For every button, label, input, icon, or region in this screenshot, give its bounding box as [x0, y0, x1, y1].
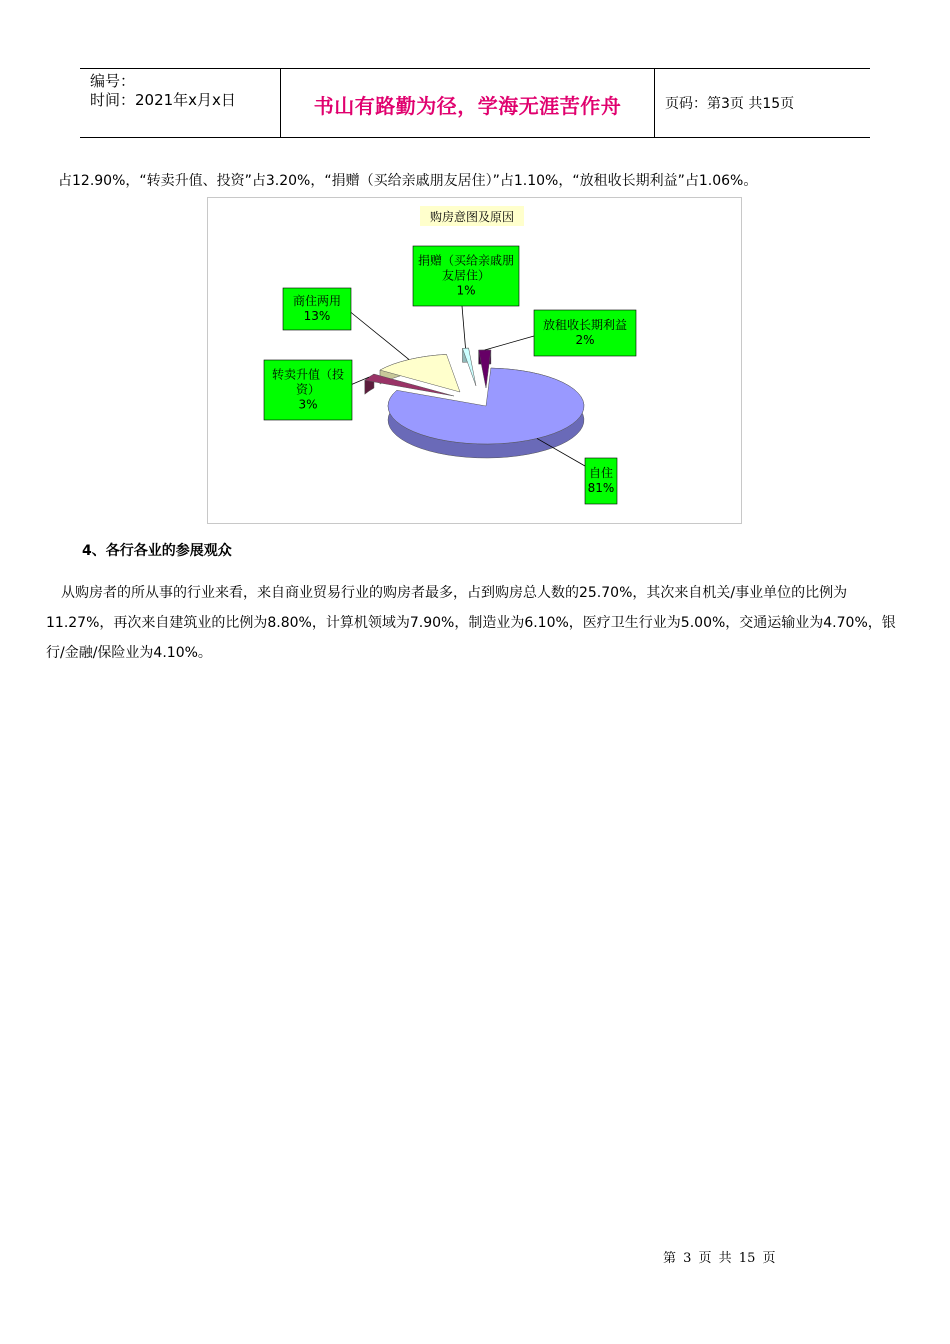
pie-label-value: 2% — [575, 333, 595, 347]
pie-label-name: 捐赠（买给亲戚朋 — [417, 253, 515, 268]
section-heading-industries: 4、各行各业的参展观众 — [82, 543, 232, 559]
page-header — [80, 68, 870, 138]
pie-label-value: 81% — [587, 481, 615, 495]
header-motto-cell — [281, 69, 655, 137]
header-motto: 书山有路勤为径，学海无涯苦作舟 — [313, 93, 622, 118]
pie-slice — [462, 348, 476, 386]
pie-label-name: 友居住） — [441, 268, 491, 283]
pie-leader-line — [485, 336, 534, 350]
pie-label-name: 自住 — [588, 466, 614, 480]
pie-label-name: 商住两用 — [292, 294, 342, 308]
header-page-cell — [655, 69, 870, 137]
pie-label-value: 13% — [303, 309, 331, 323]
header-page-number: 页码：第3页 共15页 — [665, 96, 795, 112]
pie-label-name: 资） — [295, 382, 321, 397]
page-footer: 第 3 页 共 15 页 — [663, 1251, 776, 1266]
pie-chart-svg — [208, 198, 743, 525]
pie-label-name: 转卖升值（投 — [271, 367, 345, 382]
doc-number-label: 编号： — [90, 72, 136, 90]
doc-date-label: 时间：2021年x月x日 — [90, 91, 236, 109]
pie-label-value: 1% — [456, 283, 476, 298]
pie-chart-purchase-intent — [207, 197, 742, 524]
header-meta — [80, 69, 281, 137]
paragraph-purchase-reasons: 占12.90%，“转卖升值、投资”占3.20%，“捐赠（买给亲戚朋友居住）”占1.10%，“放租收长期利益”占1.06%。 — [58, 173, 758, 189]
pie-label-value: 3% — [298, 397, 318, 412]
pie-leader-line — [348, 310, 409, 360]
chart-title: 购房意图及原因 — [429, 210, 515, 224]
pie-slice — [380, 354, 460, 392]
pie-leader-line — [462, 306, 466, 348]
pie-label-name: 放租收长期利益 — [542, 318, 628, 332]
paragraph-industries: 从购房者的所从事的行业来看，来自商业贸易行业的购房者最多，占到购房总人数的25.70%，其次来自机关/事业单位的比例为11.27%，再次来自建筑业的比例为8.80%，计算机领域为7.90%，制造业为6.10%，医疗卫生行业为5.00%，交通运输业为4.70%，银行/金融/保险业为4.10%。 — [46, 585, 896, 661]
